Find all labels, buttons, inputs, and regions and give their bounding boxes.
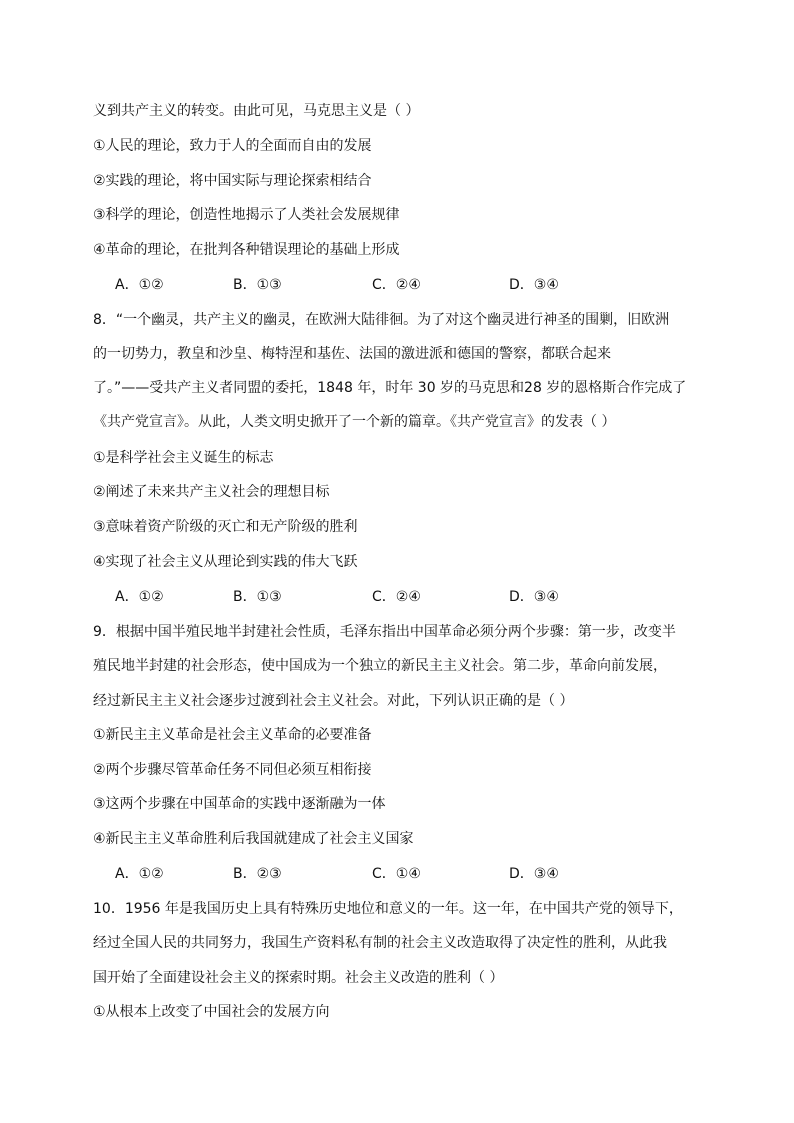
q8-stem-line-2: 的一切势力，教皇和沙皇、梅特涅和基佐、法国的激进派和德国的警察，都联合起来 (93, 346, 611, 362)
q8-stem-line-1: 8．“一个幽灵，共产主义的幽灵，在欧洲大陆徘徊。为了对这个幽灵进行神圣的围剿，旧欧洲 (93, 312, 670, 328)
q7-option-b: B．①③ (233, 277, 282, 293)
q8-option-a: A．①② (115, 589, 164, 605)
q10-stem-line-2: 经过全国人民的共同努力，我国生产资料私有制的社会主义改造取得了决定性的胜利，从此我 (93, 935, 667, 951)
q10-stem-line-3: 国开始了全面建设社会主义的探索时期。社会主义改造的胜利（ ） (93, 970, 504, 986)
q7-item-4: ④革命的理论，在批判各种错误理论的基础上形成 (93, 242, 400, 258)
q9-option-a: A．①② (115, 866, 164, 882)
q7-option-c: C．②④ (372, 277, 421, 293)
q9-item-4: ④新民主主义革命胜利后我国就建成了社会主义国家 (93, 831, 414, 847)
q8-stem-line-4: 《共产党宣言》。从此，人类文明史掀开了一个新的篇章。《共产党宣言》的发表（ ） (93, 414, 616, 430)
q10-item-1: ①从根本上改变了中国社会的发展方向 (93, 1004, 330, 1020)
q7-option-a: A．①② (115, 277, 164, 293)
q8-stem-line-3: 了。”——受共产主义者同盟的委托，1848 年，时年 30 岁的马克思和28 岁的恩格斯合作完成了 (93, 380, 687, 396)
q8-option-c: C．②④ (372, 589, 421, 605)
q7-option-d: D．③④ (509, 277, 559, 293)
q8-item-4: ④实现了社会主义从理论到实践的伟大飞跃 (93, 554, 358, 570)
q7-stem-tail: 义到共产主义的转变。由此可见，马克思主义是（ ） (93, 103, 420, 119)
q8-item-3: ③意味着资产阶级的灭亡和无产阶级的胜利 (93, 519, 358, 535)
q9-option-b: B．②③ (233, 866, 282, 882)
q8-item-1: ①是科学社会主义诞生的标志 (93, 450, 274, 466)
q9-stem-line-3: 经过新民主主义社会逐步过渡到社会主义社会。对此，下列认识正确的是（ ） (93, 693, 574, 709)
q9-item-1: ①新民主主义革命是社会主义革命的必要准备 (93, 727, 372, 743)
q7-item-1: ①人民的理论，致力于人的全面而自由的发展 (93, 138, 372, 154)
q9-option-c: C．①④ (372, 866, 421, 882)
q8-option-d: D．③④ (509, 589, 559, 605)
q9-option-d: D．③④ (509, 866, 559, 882)
q7-item-3: ③科学的理论，创造性地揭示了人类社会发展规律 (93, 207, 400, 223)
q10-stem-line-1: 10．1956 年是我国历史上具有特殊历史地位和意义的一年。这一年，在中国共产党的领导下， (93, 901, 683, 917)
q9-stem-line-1: 9．根据中国半殖民地半封建社会性质，毛泽东指出中国革命必须分两个步骤：第一步，改变半 (93, 624, 676, 640)
q9-stem-line-2: 殖民地半封建的社会形态，使中国成为一个独立的新民主主义社会。第二步，革命向前发展， (93, 658, 667, 674)
q7-item-2: ②实践的理论，将中国实际与理论探索相结合 (93, 173, 372, 189)
q9-item-3: ③这两个步骤在中国革命的实践中逐渐融为一体 (93, 796, 386, 812)
q8-option-b: B．①③ (233, 589, 282, 605)
q8-item-2: ②阐述了未来共产主义社会的理想目标 (93, 484, 330, 500)
q9-item-2: ②两个步骤尽管革命任务不同但必须互相衔接 (93, 762, 372, 778)
